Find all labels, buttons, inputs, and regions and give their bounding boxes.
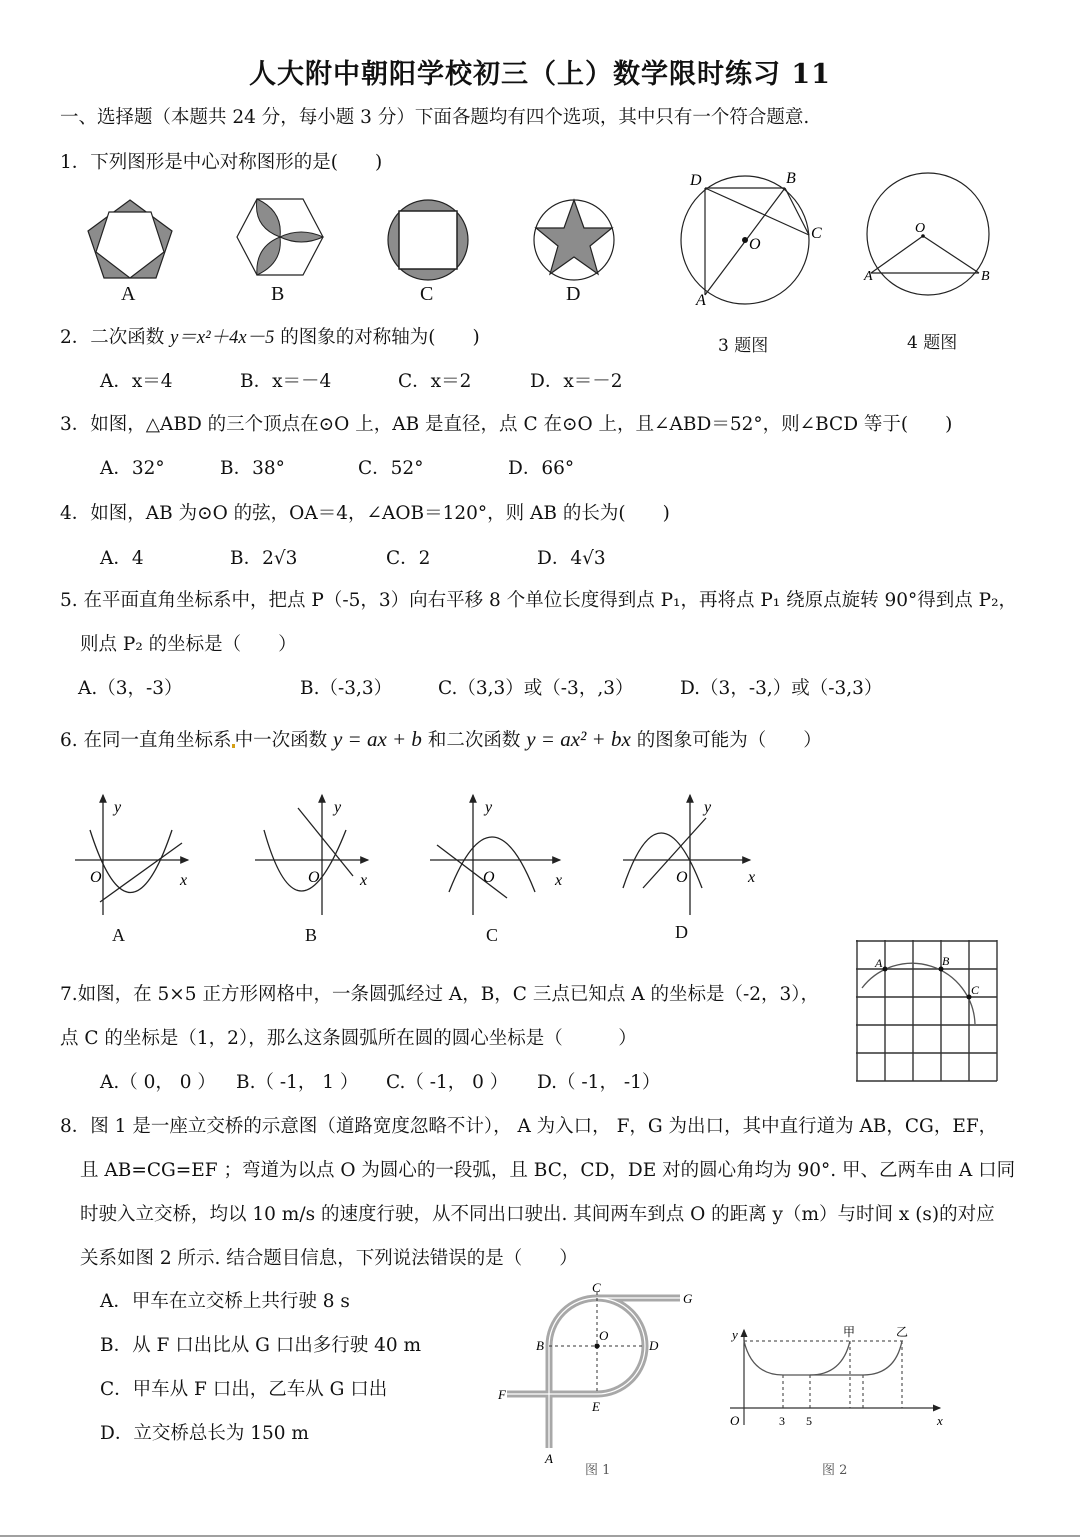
q4-option-d: D．4√3	[537, 548, 606, 569]
q6-label-c: C	[486, 925, 499, 945]
axis-label-y: y	[485, 799, 493, 816]
origin-label: O	[676, 869, 688, 886]
q8-graph-x-label: x	[937, 1413, 943, 1428]
question-stem-part: 的图象可能为（ ）	[630, 730, 822, 751]
page-title: 人大附中朝阳学校初三（上）数学限时练习 11	[249, 59, 831, 90]
q7-option-b: B.（ -1， 1 ）	[236, 1072, 359, 1093]
question-7-line-1	[60, 983, 819, 1007]
question-stem: 如图，△ABD 的三个顶点在⊙O 上，AB 是直径，点 C 在⊙O 上，且∠ABD＝52°，则∠BCD 等于( )	[90, 414, 953, 435]
q3-point-o: O	[749, 236, 761, 253]
q2-option-b: B．x＝－4	[240, 371, 332, 392]
q1-label-c: C	[420, 283, 434, 305]
q8-point-c: C	[592, 1280, 601, 1295]
q3-point-d: D	[690, 172, 702, 189]
section-heading: 一、选择题（本题共 24 分，每小题 3 分）下面各题均有四个选项，其中只有一个符合题意.	[60, 107, 810, 128]
question-stem: 在平面直角坐标系中，把点 P（-5，3）向右平移 8 个单位长度得到点 P₁，再将点 P₁ 绕原点旋转 90°得到点 P₂，	[83, 590, 1017, 611]
q5-option-a: A.（3，-3）	[78, 678, 183, 699]
q4-figure-caption: 4 题图	[907, 333, 958, 353]
q1-label-a: A	[121, 283, 136, 305]
axis-label-x: x	[748, 869, 756, 886]
q8-graph-y-label: y	[732, 1327, 738, 1342]
q3-figure	[670, 165, 840, 315]
question-8-line-3: 时驶入立交桥，均以 10 m/s 的速度行驶，从不同出口驶出. 其间两车到点 O 的距离 y（m）与时间 x (s)的对应	[80, 1204, 995, 1225]
q5-option-b: B.（-3,3）	[300, 678, 393, 699]
question-6	[60, 727, 822, 753]
q2-option-c: C．x＝2	[398, 371, 472, 392]
q8-point-g: G	[683, 1291, 693, 1306]
quadratic-formula: y = ax² + bx	[526, 727, 631, 751]
q8-point-d: D	[649, 1338, 659, 1353]
q8-point-b: B	[536, 1338, 544, 1353]
q5-option-c: C.（3,3）或（-3，,3）	[438, 678, 634, 699]
q7-option-a: A.（ 0， 0 ）	[100, 1072, 216, 1093]
q6-label-a: A	[112, 925, 125, 945]
q2-option-d: D．x＝－2	[530, 371, 623, 392]
q4-figure	[860, 170, 1000, 300]
question-stem-suffix: 的图象的对称轴为( )	[274, 327, 480, 348]
q1-label-b: B	[271, 283, 285, 305]
q1-figure-d-star-circle	[532, 198, 616, 282]
q8-figure-2-graph	[722, 1325, 952, 1435]
question-stem-part: 中一次函数	[234, 730, 333, 751]
q7-point-c: C	[971, 983, 980, 997]
q8-graph-x-tick-5: 5	[806, 1414, 812, 1428]
q4-point-a: A	[864, 269, 873, 284]
q4-point-b: B	[981, 269, 990, 284]
q4-option-a: A．4	[100, 548, 144, 569]
axis-label-x: x	[360, 872, 368, 889]
question-number: 5.	[60, 590, 78, 611]
axis-label-x: x	[180, 872, 188, 889]
q3-figure-caption: 3 题图	[718, 336, 769, 356]
question-1	[60, 151, 382, 175]
q6-label-b: B	[305, 925, 318, 945]
q3-point-a: A	[696, 292, 706, 309]
q3-option-c: C．52°	[358, 458, 424, 479]
q8-option-c: C．甲车从 F 口出，乙车从 G 口出	[100, 1379, 388, 1400]
axis-label-y: y	[114, 799, 122, 816]
q8-figure-1-caption: 图 1	[585, 1463, 611, 1478]
q4-point-o: O	[915, 221, 926, 236]
origin-label: O	[308, 869, 320, 886]
question-3	[60, 413, 952, 437]
origin-label: O	[483, 869, 495, 886]
question-5-line-1	[60, 589, 1017, 613]
q7-grid-figure	[856, 940, 1001, 1085]
q1-figure-b-hexagon	[235, 197, 325, 277]
axis-label-x: x	[555, 872, 563, 889]
q8-graph-x-tick-3: 3	[779, 1414, 785, 1428]
q6-graph-b	[250, 790, 380, 920]
question-stem: 如图，在 5×5 正方形网格中，一条圆弧经过 A，B，C 三点已知点 A 的坐标是（-2，3），	[77, 984, 819, 1005]
question-stem: 图 1 是一座立交桥的示意图（道路宽度忽略不计）， A 为入口， F，G 为出口，其中直行道为 AB，CG，EF，	[90, 1116, 998, 1137]
question-4	[60, 502, 670, 526]
q8-option-d: D．立交桥总长为 150 m	[100, 1423, 309, 1444]
q8-figure-1-interchange	[495, 1280, 705, 1480]
q6-graph-c	[425, 790, 570, 920]
question-2	[60, 326, 480, 350]
q4-option-b: B．2√3	[230, 548, 298, 569]
q8-graph-curve-jia: 甲	[843, 1325, 856, 1339]
q4-option-c: C．2	[386, 548, 431, 569]
q8-graph-origin: O	[730, 1413, 740, 1428]
question-number: 8．	[60, 1116, 91, 1137]
q6-label-d: D	[675, 922, 688, 942]
q8-point-e: E	[592, 1399, 600, 1414]
question-8-line-4: 关系如图 2 所示. 结合题目信息，下列说法错误的是（ ）	[80, 1248, 578, 1269]
q8-figure-2-caption: 图 2	[822, 1463, 848, 1478]
q7-option-c: C.（ -1， 0 ）	[386, 1072, 509, 1093]
q8-point-a: A	[545, 1451, 553, 1466]
q5-option-d: D.（3，-3,）或（-3,3）	[680, 678, 883, 699]
axis-label-y: y	[704, 799, 712, 816]
q3-point-b: B	[786, 170, 796, 187]
q3-option-b: B．38°	[220, 458, 285, 479]
linear-formula: y = ax + b	[332, 727, 422, 751]
question-number: 2．	[60, 327, 91, 348]
q3-option-d: D．66°	[508, 458, 575, 479]
question-stem: 下列图形是中心对称图形的是( )	[90, 152, 383, 173]
q7-option-d: D.（ -1， -1）	[537, 1072, 661, 1093]
q8-point-o: O	[599, 1328, 609, 1343]
question-number: 7.	[60, 984, 78, 1005]
question-stem: 如图，AB 为⊙O 的弦，OA＝4，∠AOB＝120°，则 AB 的长为( )	[90, 503, 670, 524]
question-number: 3．	[60, 414, 91, 435]
q2-option-a: A．x＝4	[100, 371, 173, 392]
question-7-line-2: 点 C 的坐标是（1，2），那么这条圆弧所在圆的圆心坐标是（ ）	[60, 1028, 637, 1049]
q6-graph-d	[618, 790, 768, 920]
q7-point-b: B	[942, 954, 950, 968]
axis-label-y: y	[334, 799, 342, 816]
q3-option-a: A．32°	[100, 458, 165, 479]
quadratic-formula: y＝x²＋4x－5	[170, 328, 275, 348]
q8-option-a: A．甲车在立交桥上共行驶 8 s	[100, 1291, 350, 1312]
question-stem-prefix: 二次函数	[90, 327, 171, 348]
q3-point-c: C	[811, 225, 822, 242]
question-number: 4．	[60, 503, 91, 524]
q1-label-d: D	[566, 283, 581, 305]
q7-point-a: A	[875, 956, 883, 970]
question-number: 1．	[60, 152, 91, 173]
page-bottom-border	[0, 1535, 1080, 1537]
q8-option-b: B．从 F 口出比从 G 口出多行驶 40 m	[100, 1335, 422, 1356]
q6-graph-a	[70, 790, 200, 920]
question-8-line-2: 且 AB=CG=EF ；弯道为以点 O 为圆心的一段弧，且 BC，CD，DE 对的圆心角均为 90°. 甲、乙两车由 A 口同	[80, 1160, 1016, 1181]
q8-point-f: F	[498, 1387, 506, 1402]
question-number: 6.	[60, 730, 78, 751]
question-stem-part: 和二次函数	[421, 730, 527, 751]
question-8-line-1	[60, 1115, 997, 1139]
q8-graph-curve-yi: 乙	[896, 1325, 909, 1339]
question-5-line-2: 则点 P₂ 的坐标是（ ）	[80, 634, 297, 655]
q1-figure-c-circle-square	[386, 198, 470, 282]
q1-figure-a-pentagon	[85, 195, 175, 280]
question-stem-part: 在同一直角坐标系	[83, 730, 232, 751]
origin-label: O	[90, 869, 102, 886]
